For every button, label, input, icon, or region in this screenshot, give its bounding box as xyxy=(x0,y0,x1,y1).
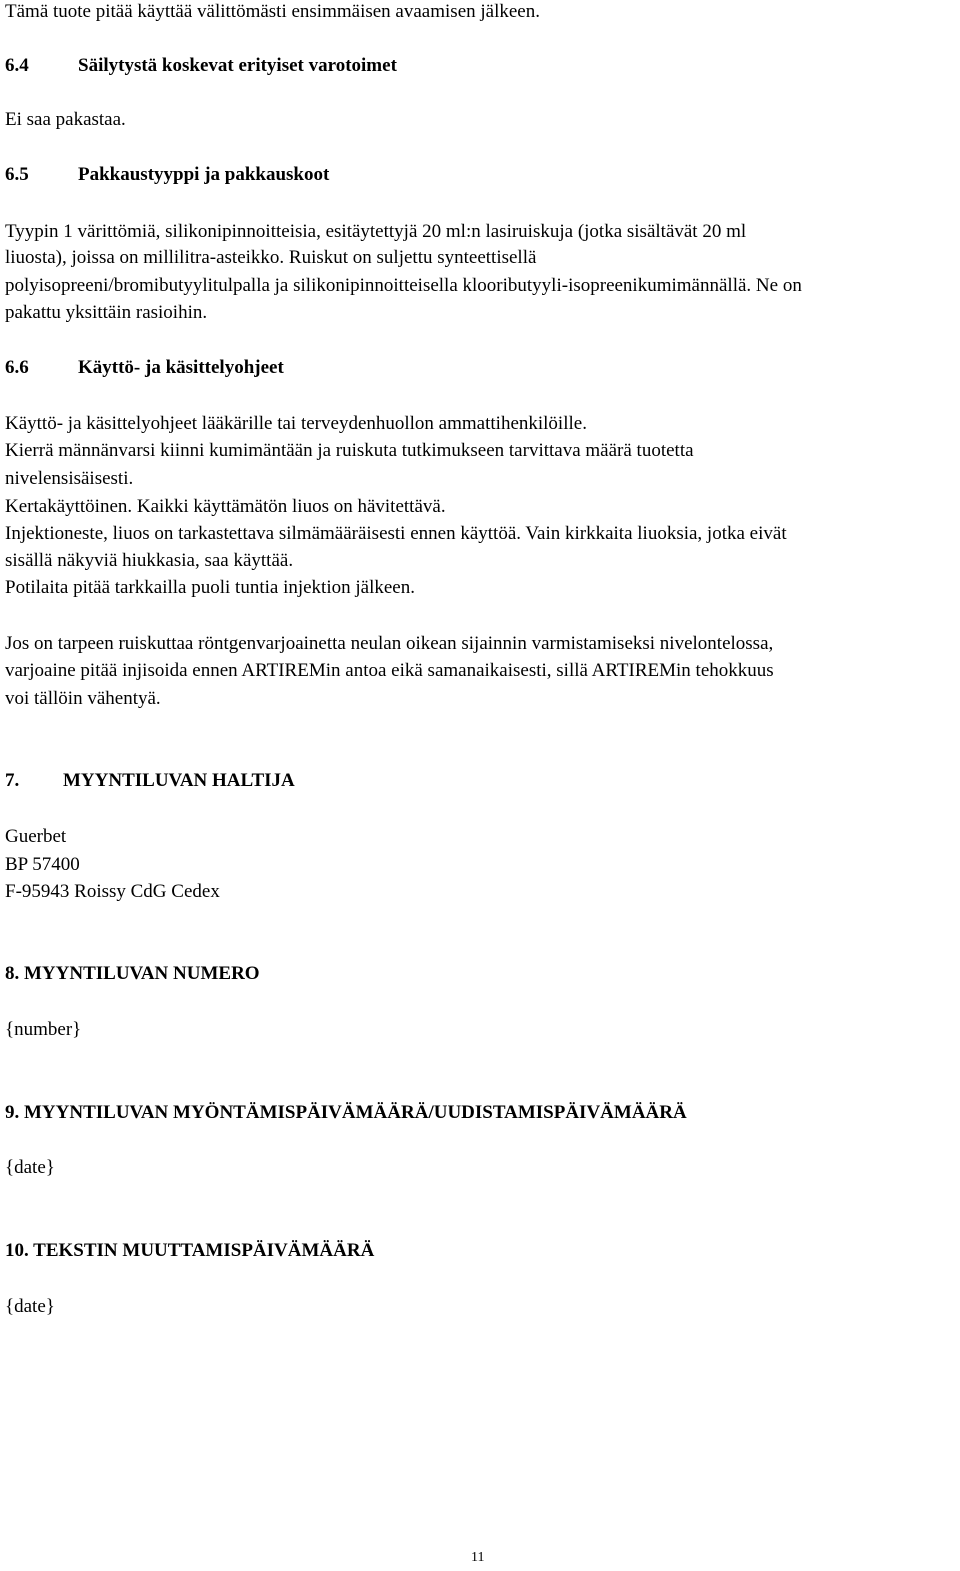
section-number: 6.4 xyxy=(5,55,29,76)
section-number: 6.5 xyxy=(5,164,29,185)
section-number: 6.6 xyxy=(5,357,29,378)
section-title: Käyttö- ja käsittelyohjeet xyxy=(78,357,284,378)
section-6-6-heading xyxy=(5,358,284,377)
section-6-4-heading xyxy=(5,56,397,75)
section-6-5-heading xyxy=(5,165,329,184)
body-line: Jos on tarpeen ruiskuttaa röntgenvarjoainetta neulan oikean sijainnin varmistamiseksi nivelontelossa, xyxy=(5,633,774,654)
section-8-heading: 8. MYYNTILUVAN NUMERO xyxy=(5,963,260,984)
body-line: Käyttö- ja käsittelyohjeet lääkärille tai terveydenhuollon ammattihenkilöille. xyxy=(5,413,587,434)
body-line: varjoaine pitää injisoida ennen ARTIREMin antoa eikä samanaikaisesti, sillä ARTIREMin tehokkuus xyxy=(5,660,774,681)
address-line: Guerbet xyxy=(5,826,67,847)
placeholder-value: {date} xyxy=(5,1296,55,1317)
body-line: Injektioneste, liuos on tarkastettava silmämääräisesti ennen käyttöä. Vain kirkkaita liuoksia, jotka eivät xyxy=(5,523,787,544)
section-number: 7. xyxy=(5,770,20,791)
section-7-heading xyxy=(5,771,295,790)
section-title: MYYNTILUVAN HALTIJA xyxy=(63,770,295,791)
section-title: Säilytystä koskevat erityiset varotoimet xyxy=(78,55,397,76)
body-line: Kierrä männänvarsi kiinni kumimäntään ja ruiskuta tutkimukseen tarvittava määrä tuotetta xyxy=(5,440,694,461)
placeholder-value: {number} xyxy=(5,1019,82,1040)
body-line: polyisopreeni/bromibutyylitulpalla ja silikonipinnoitteisella klooributyyli-isopreenikumimännällä. Ne on xyxy=(5,275,802,296)
body-line: pakattu yksittäin rasioihin. xyxy=(5,302,208,323)
body-line: sisällä näkyviä hiukkasia, saa käyttää. xyxy=(5,550,294,571)
section-title: Pakkaustyyppi ja pakkauskoot xyxy=(78,164,330,185)
section-9-heading: 9. MYYNTILUVAN MYÖNTÄMISPÄIVÄMÄÄRÄ/UUDISTAMISPÄIVÄMÄÄRÄ xyxy=(5,1102,687,1123)
page-number: 11 xyxy=(471,1550,485,1565)
body-line: voi tällöin vähentyä. xyxy=(5,688,161,709)
address-line: F-95943 Roissy CdG Cedex xyxy=(5,881,220,902)
placeholder-value: {date} xyxy=(5,1157,55,1178)
body-line: Potilaita pitää tarkkailla puoli tuntia injektion jälkeen. xyxy=(5,577,415,598)
body-line: nivelensisäisesti. xyxy=(5,468,134,489)
section-6-4-text: Ei saa pakastaa. xyxy=(5,109,126,130)
intro-text: Tämä tuote pitää käyttää välittömästi ensimmäisen avaamisen jälkeen. xyxy=(5,1,540,22)
body-line: liuosta), joissa on millilitra-asteikko. Ruiskut on suljettu synteettisellä xyxy=(5,247,537,268)
body-line: Tyypin 1 värittömiä, silikonipinnoitteisia, esitäytettyjä 20 ml:n lasiruiskuja (jotka sisältävät 20 ml xyxy=(5,221,747,242)
address-line: BP 57400 xyxy=(5,854,80,875)
section-10-heading: 10. TEKSTIN MUUTTAMISPÄIVÄMÄÄRÄ xyxy=(5,1240,375,1261)
body-line: Kertakäyttöinen. Kaikki käyttämätön liuos on hävitettävä. xyxy=(5,496,446,517)
